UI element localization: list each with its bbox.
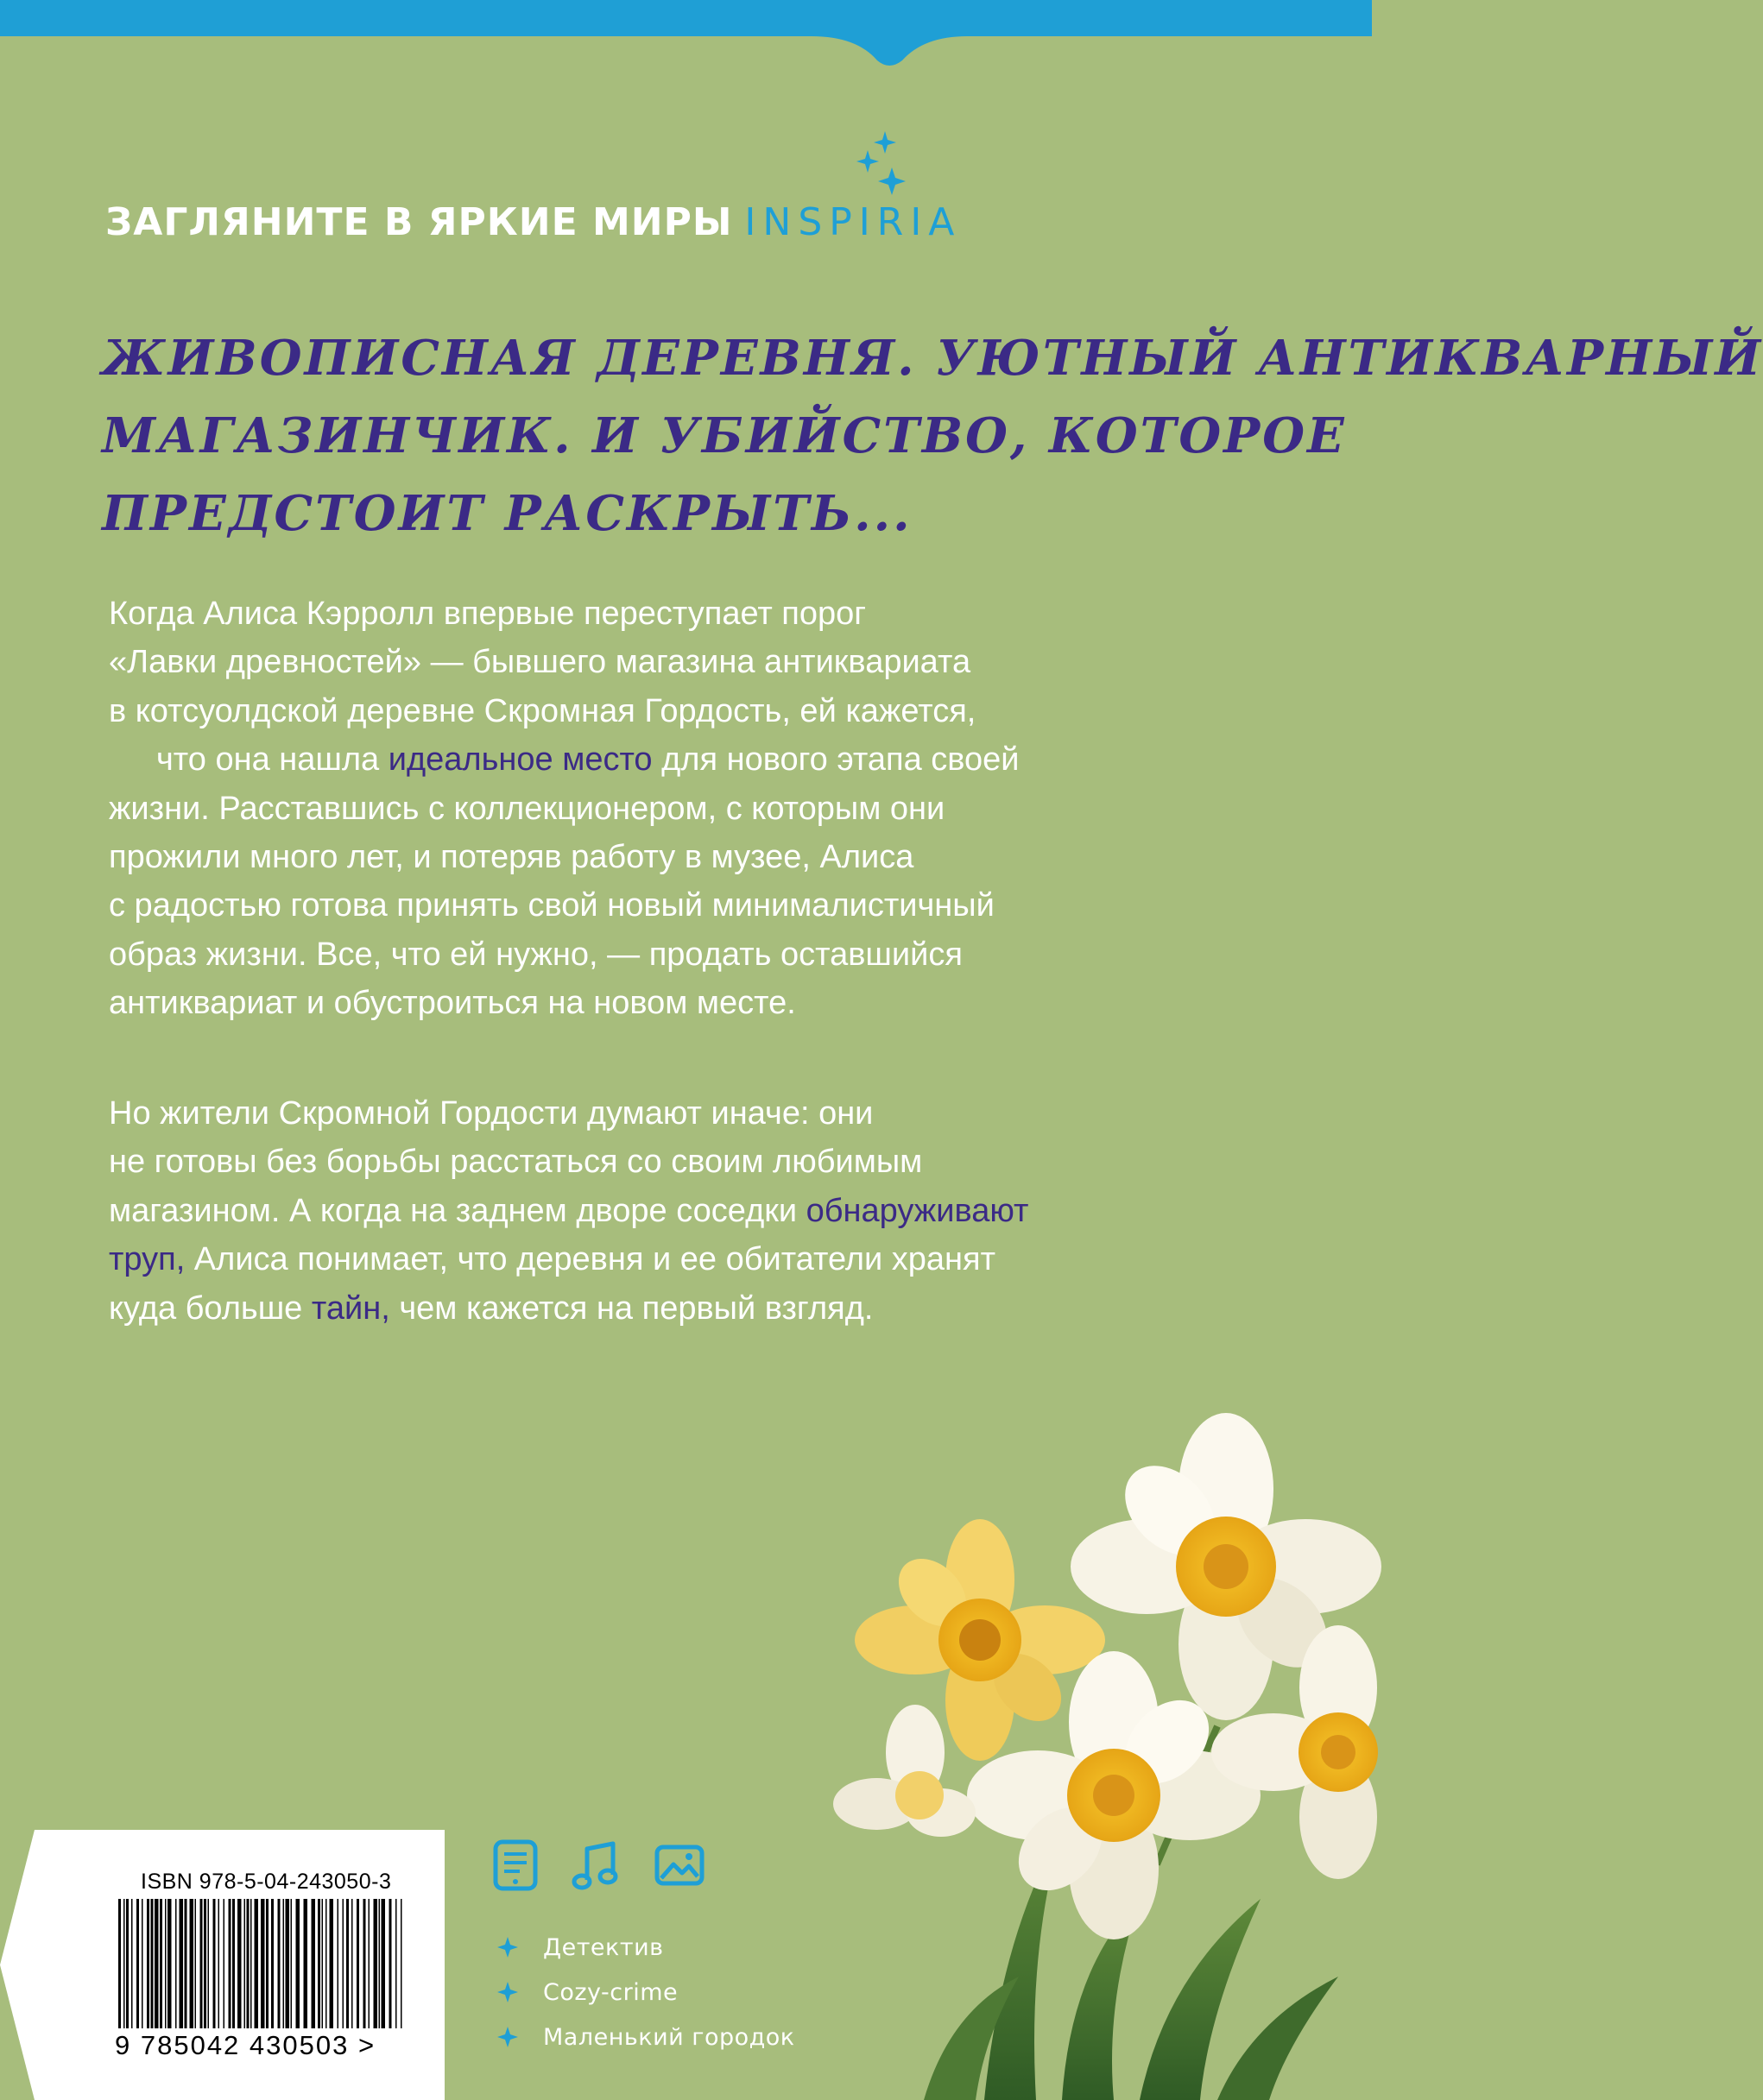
barcode-bar — [136, 1899, 139, 2028]
barcode-bar — [218, 1899, 220, 2028]
barcode-bar — [330, 1899, 334, 2028]
barcode-bar — [204, 1899, 206, 2028]
text-span: чем кажется на первый взгляд. — [389, 1290, 874, 1327]
barcode-bar — [118, 1899, 121, 2028]
description-paragraph-1 — [109, 590, 1171, 1028]
barcode-bar — [213, 1899, 216, 2028]
sparkle-icon — [496, 2026, 519, 2048]
barcode-bar — [224, 1899, 225, 2028]
tagline-line: ПРЕДСТОИТ РАСКРЫТЬ... — [102, 485, 913, 542]
barcode-bar — [261, 1899, 265, 2028]
text-span: куда больше — [109, 1290, 312, 1327]
barcode-bar — [180, 1899, 184, 2028]
barcode-bar — [151, 1899, 154, 2028]
text-span: «Лавки древностей» — бывшего магазина антиквариата — [109, 644, 971, 681]
highlight-text: обнаруживают — [806, 1192, 1029, 1229]
barcode-bar — [142, 1899, 143, 2028]
text-line — [109, 930, 1171, 979]
barcode-bar — [247, 1899, 250, 2028]
barcode-bar — [165, 1899, 167, 2028]
tagline — [102, 319, 1763, 552]
tagline-line: ЖИВОПИСНАЯ ДЕРЕВНЯ. УЮТНЫЙ АНТИКВАРНЫЙ — [102, 330, 1763, 387]
top-tab-decoration — [0, 0, 1372, 95]
barcode-bar — [374, 1899, 378, 2028]
text-span: Но жители Скромной Гордости думают иначе: они — [109, 1095, 874, 1132]
text-span: жизни. Расставшись с коллекционером, с которым они — [109, 790, 945, 827]
genre-label: Маленький городок — [543, 2023, 795, 2051]
genre-label: Cozy-crime — [543, 1978, 679, 2006]
barcode-bar — [255, 1899, 259, 2028]
barcode-bar — [131, 1899, 133, 2028]
barcode-bar — [382, 1899, 386, 2028]
text-line — [109, 785, 1171, 833]
barcode-bar — [175, 1899, 177, 2028]
text-span: с радостью готова принять свой новый минималистичный — [109, 887, 995, 924]
barcode-bar — [229, 1899, 231, 2028]
barcode-bar — [379, 1899, 381, 2028]
highlight-text: идеальное место — [388, 741, 653, 779]
barcode-bar — [369, 1899, 370, 2028]
text-line — [109, 638, 1171, 686]
text-line — [109, 1089, 1171, 1138]
sparkle-icon — [496, 1981, 519, 2003]
sparkle-icon — [850, 128, 928, 197]
barcode-bar — [351, 1899, 353, 2028]
ebook-icon — [490, 1838, 540, 1892]
barcode-digits: 9 785042 430503 > — [115, 2030, 376, 2060]
barcode-bar — [286, 1899, 290, 2028]
text-span: Когда Алиса Кэрролл впервые переступает порог — [109, 596, 867, 632]
barcode-bar — [185, 1899, 187, 2028]
barcode-bar — [395, 1899, 397, 2028]
text-line — [109, 979, 1171, 1027]
text-span: антиквариат и обустроиться на новом месте. — [109, 985, 796, 1022]
brand-name: INSPIRIA — [744, 200, 962, 244]
barcode-bar — [296, 1899, 300, 2028]
text-span: магазином. А когда на заднем дворе соседки — [109, 1192, 806, 1229]
text-line — [109, 590, 1171, 638]
text-line — [109, 1138, 1171, 1186]
genre-item — [496, 1970, 795, 2015]
text-span: в котсуолдской деревне Скромная Гордость, ей кажется, — [109, 692, 976, 729]
audiobook-icon — [572, 1838, 622, 1892]
barcode-bar — [200, 1899, 203, 2028]
barcode-bar — [244, 1899, 246, 2028]
barcode-bar — [325, 1899, 327, 2028]
barcode-bar — [318, 1899, 320, 2028]
barcode-bar — [343, 1899, 344, 2028]
series-header — [105, 200, 961, 244]
text-span: прожили много лет, и потеряв работу в музее, Алиса — [109, 839, 914, 876]
barcode-bar — [237, 1899, 242, 2028]
barcode-bar — [190, 1899, 194, 2028]
text-span: образ жизни. Все, что ей нужно, — продать оставшийся — [109, 936, 963, 973]
text-line — [109, 881, 1171, 930]
barcode-bar — [322, 1899, 324, 2028]
barcode-bar — [283, 1899, 285, 2028]
illustration-icon — [654, 1838, 705, 1892]
barcode-bar — [155, 1899, 159, 2028]
sparkle-icon — [496, 1936, 519, 1958]
barcode-bar — [401, 1899, 402, 2028]
daffodil-illustration — [855, 1416, 1372, 2100]
barcode-bar — [312, 1899, 316, 2028]
tagline-line: МАГАЗИНЧИК. И УБИЙСТВО, КОТОРОЕ — [102, 407, 1347, 464]
barcode-bar — [271, 1899, 274, 2028]
barcode-bar — [278, 1899, 281, 2028]
highlight-text: тайн, — [311, 1290, 390, 1327]
barcode-bar — [167, 1899, 172, 2028]
barcode-bar — [389, 1899, 392, 2028]
series-title: ЗАГЛЯНИТЕ В ЯРКИЕ МИРЫ — [105, 200, 733, 244]
genre-item — [496, 2015, 795, 2059]
genre-list — [496, 1925, 795, 2059]
barcode-bar — [304, 1899, 308, 2028]
text-span: для нового этапа своей — [652, 741, 1020, 779]
barcode-bar — [160, 1899, 162, 2028]
barcode-bar — [208, 1899, 210, 2028]
text-line — [109, 1284, 1171, 1333]
barcode-bar — [123, 1899, 125, 2028]
text-span: не готовы без борьбы расстаться со своим любимым — [109, 1144, 923, 1181]
text-span: Алиса понимает, что деревня и ее обитатели хранят — [185, 1241, 996, 1278]
text-line — [109, 687, 1171, 735]
barcode-bar — [346, 1899, 349, 2028]
barcode — [115, 1899, 408, 2028]
highlight-text: труп, — [109, 1241, 186, 1278]
genre-item — [496, 1925, 795, 1970]
barcode-bar — [126, 1899, 129, 2028]
text-line — [109, 1187, 1171, 1235]
barcode-bar — [147, 1899, 149, 2028]
barcode-bar — [338, 1899, 339, 2028]
barcode-bar — [232, 1899, 235, 2028]
description-paragraph-2 — [109, 1089, 1171, 1333]
text-line — [109, 833, 1171, 881]
text-line — [109, 735, 1171, 784]
text-line — [109, 1235, 1171, 1283]
barcode-bar — [266, 1899, 269, 2028]
text-span: что она нашла — [156, 741, 389, 779]
barcode-bar — [357, 1899, 359, 2028]
barcode-bar — [291, 1899, 293, 2028]
barcode-bar — [250, 1899, 252, 2028]
barcode-bar — [363, 1899, 366, 2028]
barcode-bar — [195, 1899, 197, 2028]
isbn-text: ISBN 978-5-04-243050-3 — [141, 1870, 392, 1894]
genre-label: Детектив — [543, 1933, 664, 1961]
